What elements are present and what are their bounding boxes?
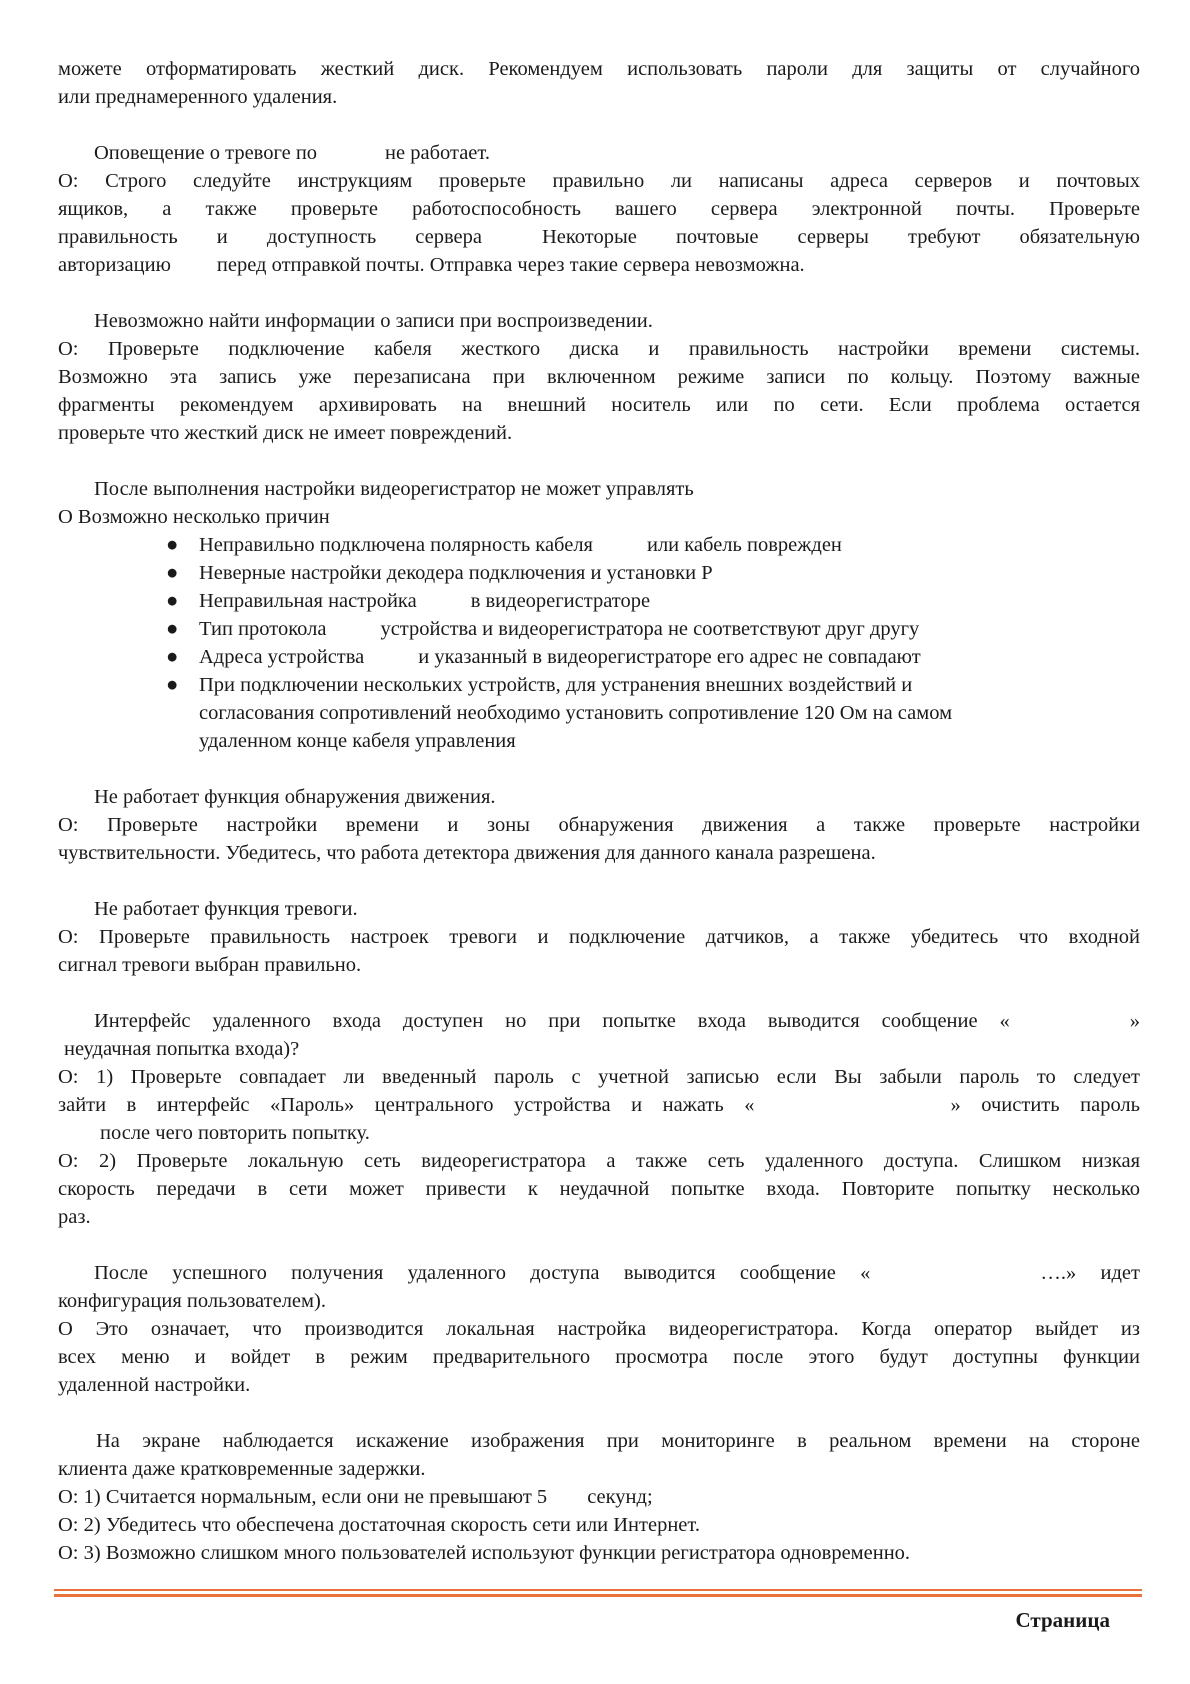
list-item: ● Неправильно подключена полярность кабеля или кабель поврежден	[199, 531, 1140, 559]
bullet-icon: ●	[166, 590, 179, 612]
answer-line: раз.	[58, 1206, 91, 1228]
cause-list	[58, 531, 1140, 755]
list-item: ● При подключении нескольких устройств, для устранения внешних воздействий и согласования сопротивлений необходимо установить сопротивление 120 Ом на самом удаленном конце кабеля управления	[199, 671, 1140, 755]
question-heading: После выполнения настройки видеорегистратор не может управлять	[94, 478, 694, 500]
question-heading: конфигурация пользователем).	[58, 1290, 326, 1312]
paragraph-line: или преднамеренного удаления.	[58, 86, 338, 108]
answer-line: Возможно эта запись уже перезаписана при включенном режиме записи по кольцу. Поэтому важные	[58, 366, 1140, 388]
answer-line: О: 3) Возможно слишком много пользователей используют функции регистратора одновременно.	[58, 1542, 911, 1564]
answer-line: О: 1) Проверьте совпадает ли введенный пароль с учетной записью если Вы забыли пароль то следует	[58, 1066, 1140, 1088]
question-heading: неудачная попытка входа)?	[64, 1038, 300, 1060]
answer-line: правильность и доступность сервера Некоторые почтовые серверы требуют обязательную	[58, 226, 1140, 248]
paragraph-line: можете отформатировать жесткий диск. Рекомендуем использовать пароли для защиты от случайного	[58, 58, 1140, 80]
list-item: ● Тип протокола устройства и видеорегистратора не соответствуют друг другу	[199, 615, 1140, 643]
answer-line: чувствительности. Убедитесь, что работа детектора движения для данного канала разрешена.	[58, 842, 876, 864]
answer-line: О Возможно несколько причин	[58, 506, 330, 528]
document-body	[58, 55, 1140, 1567]
question-heading: Невозможно найти информации о записи при воспроизведении.	[94, 310, 653, 332]
answer-line: авторизацию перед отправкой почты. Отправка через такие сервера невозможна.	[58, 254, 805, 276]
bullet-icon: ●	[166, 534, 179, 556]
answer-line: О: Проверьте правильность настроек тревоги и подключение датчиков, а также убедитесь что входной	[58, 926, 1140, 948]
answer-line: О: 2) Проверьте локальную сеть видеорегистратора а также сеть удаленного доступа. Слишком низкая	[58, 1150, 1140, 1172]
question-heading: Интерфейс удаленного входа доступен но при попытке входа выводится сообщение « »	[94, 1010, 1140, 1032]
question-heading: На экране наблюдается искажение изображения при мониторинге в реальном времени на стороне	[96, 1430, 1140, 1452]
question-heading: Оповещение о тревоге по не работает.	[94, 142, 490, 164]
bullet-icon: ●	[166, 674, 179, 696]
answer-line: скорость передачи в сети может привести к неудачной попытке входа. Повторите попытку несколько	[58, 1178, 1140, 1200]
answer-line: О Это означает, что производится локальная настройка видеорегистратора. Когда оператор выйдет из	[58, 1318, 1140, 1340]
bullet-icon: ●	[166, 562, 179, 584]
list-item: ● Неправильная настройка в видеорегистраторе	[199, 587, 1140, 615]
footer-rule	[54, 1589, 1142, 1591]
answer-line: ящиков, а также проверьте работоспособность вашего сервера электронной почты. Проверьте	[58, 198, 1140, 220]
list-item: ● Адреса устройства и указанный в видеорегистраторе его адрес не совпадают	[199, 643, 1140, 671]
question-heading: Не работает функция обнаружения движения.	[94, 786, 496, 808]
answer-line: зайти в интерфейс «Пароль» центрального устройства и нажать « » очистить пароль	[58, 1094, 1141, 1116]
page-label: Страница	[1015, 1608, 1110, 1632]
question-heading: После успешного получения удаленного доступа выводится сообщение « ….» идет	[94, 1262, 1140, 1284]
bullet-icon: ●	[166, 646, 179, 668]
answer-line: сигнал тревоги выбран правильно.	[58, 954, 362, 976]
question-heading: клиента даже кратковременные задержки.	[58, 1458, 426, 1480]
answer-line: О: 1) Считается нормальным, если они не превышают 5 секунд;	[58, 1486, 653, 1508]
answer-line: удаленной настройки.	[58, 1374, 251, 1396]
answer-line: О: 2) Убедитесь что обеспечена достаточная скорость сети или Интернет.	[58, 1514, 700, 1536]
answer-line: фрагменты рекомендуем архивировать на внешний носитель или по сети. Если проблема остается	[58, 394, 1140, 416]
question-heading: Не работает функция тревоги.	[94, 898, 358, 920]
answer-line: всех меню и войдет в режим предварительного просмотра после этого будут доступны функции	[58, 1346, 1140, 1368]
answer-line: О: Проверьте подключение кабеля жесткого диска и правильность настройки времени системы.	[58, 338, 1140, 360]
answer-line: О: Проверьте настройки времени и зоны обнаружения движения а также проверьте настройки	[58, 814, 1140, 836]
bullet-icon: ●	[166, 618, 179, 640]
footer-rule	[54, 1594, 1142, 1597]
list-item: ● Неверные настройки декодера подключения и установки Р	[199, 559, 1140, 587]
answer-line: проверьте что жесткий диск не имеет повреждений.	[58, 422, 513, 444]
answer-line: после чего повторить попытку.	[100, 1122, 370, 1144]
answer-line: О: Строго следуйте инструкциям проверьте правильно ли написаны адреса серверов и почтовых	[58, 170, 1140, 192]
